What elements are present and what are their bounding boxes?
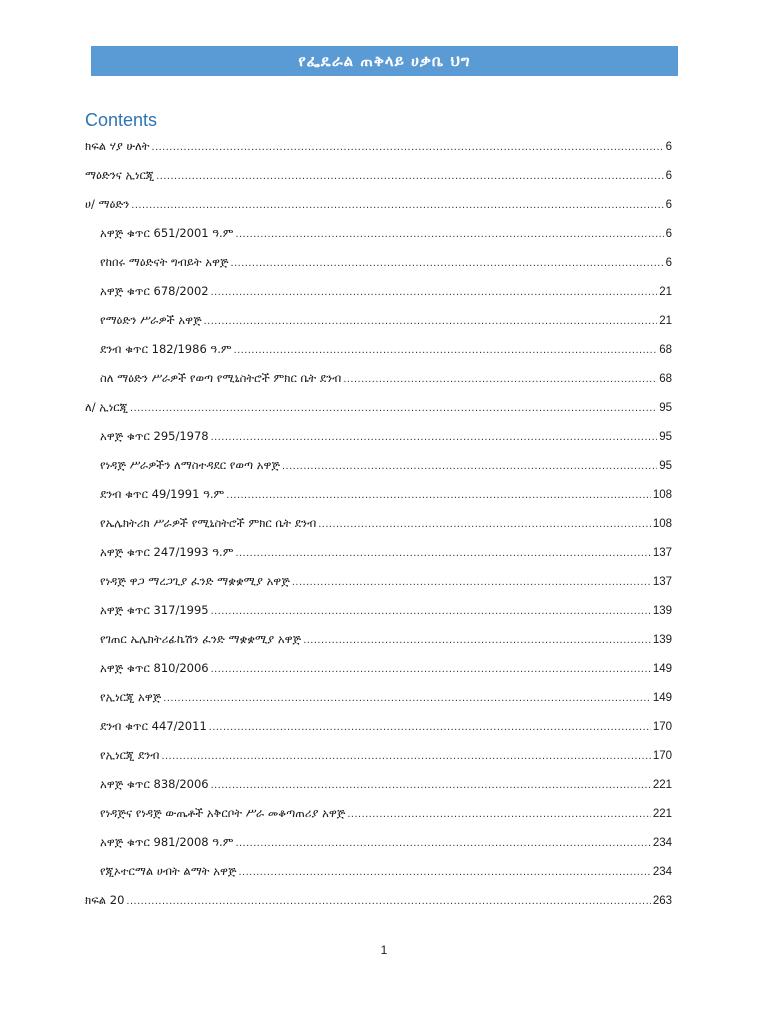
- toc-entry-label: የነዳጅ ዋጋ ማረጋጊያ ፈንድ ማቋቋሚያ አዋጅ: [100, 574, 290, 588]
- toc-entry[interactable]: [85, 132, 672, 161]
- toc-entry[interactable]: [85, 190, 672, 219]
- toc-entry-page: 137: [652, 576, 672, 588]
- toc-entry-page: 139: [652, 605, 672, 617]
- toc-entry[interactable]: [85, 538, 672, 567]
- toc-dot-leader: [211, 278, 658, 307]
- toc-entry[interactable]: [85, 306, 672, 335]
- toc-entry-label: አዋጅ ቁጥር 317/1995: [100, 603, 209, 617]
- toc-dot-leader: [343, 365, 657, 394]
- toc-entry[interactable]: [85, 654, 672, 683]
- toc-dot-leader: [152, 133, 664, 162]
- toc-dot-leader: [234, 336, 658, 365]
- toc-entry-page: 68: [659, 373, 672, 385]
- toc-entry-label: የኢነርጂ አዋጅ: [100, 690, 162, 704]
- toc-entry[interactable]: [85, 683, 672, 712]
- toc-entry-page: 6: [665, 257, 672, 269]
- toc-dot-leader: [209, 713, 651, 742]
- toc-entry[interactable]: [85, 393, 672, 422]
- contents-heading: Contents: [85, 110, 158, 130]
- toc-entry-label: ማዕድንና ኢነርጂ: [85, 168, 155, 182]
- toc-dot-leader: [211, 423, 658, 452]
- toc-entry[interactable]: [85, 422, 672, 451]
- toc-entry-page: 6: [665, 228, 672, 240]
- toc-dot-leader: [130, 394, 657, 423]
- toc-dot-leader: [235, 539, 650, 568]
- toc-entry-page: 6: [665, 141, 672, 153]
- toc-entry-label: ደንብ ቁጥር 447/2011: [100, 719, 207, 733]
- toc-dot-leader: [347, 800, 650, 829]
- toc-entry-page: 21: [659, 286, 672, 298]
- toc-entry[interactable]: [85, 770, 672, 799]
- toc-entry-page: 234: [652, 837, 672, 849]
- toc-entry-label: የማዕድን ሥራዎች አዋጅ: [100, 313, 202, 327]
- toc-entry-page: 95: [659, 431, 672, 443]
- toc-dot-leader: [282, 452, 657, 481]
- toc-dot-leader: [211, 655, 651, 684]
- toc-entry-page: 149: [652, 663, 672, 675]
- toc-entry[interactable]: [85, 248, 672, 277]
- toc-entry-page: 170: [652, 721, 672, 733]
- toc-entry[interactable]: [85, 451, 672, 480]
- toc-entry-label: ደንብ ቁጥር 49/1991 ዓ.ም: [100, 487, 225, 501]
- toc-entry[interactable]: [85, 509, 672, 538]
- toc-entry-page: 139: [652, 634, 672, 646]
- toc-entry-label: የጂኦተርማል ሀብት ልማት አዋጅ: [100, 864, 237, 878]
- toc-dot-leader: [303, 626, 651, 655]
- toc-dot-leader: [231, 249, 664, 278]
- toc-dot-leader: [163, 684, 651, 713]
- toc-dot-leader: [204, 307, 658, 336]
- toc-entry-label: አዋጅ ቁጥር 247/1993 ዓ.ም: [100, 545, 234, 559]
- toc-entry-page: 137: [652, 547, 672, 559]
- toc-entry-label: አዋጅ ቁጥር 678/2002: [100, 284, 209, 298]
- toc-entry-page: 263: [652, 895, 672, 907]
- toc-entry[interactable]: [85, 828, 672, 857]
- toc-entry-page: 221: [652, 779, 672, 791]
- table-of-contents: [85, 132, 672, 915]
- toc-entry-label: አዋጅ ቁጥር 838/2006: [100, 777, 209, 791]
- toc-entry-label: ስለ ማዕድን ሥራዎች የወጣ የሚኒስትሮች ምክር ቤት ደንብ: [100, 371, 342, 385]
- toc-entry[interactable]: [85, 219, 672, 248]
- toc-dot-leader: [211, 597, 651, 626]
- toc-dot-leader: [161, 742, 650, 771]
- toc-entry[interactable]: [85, 857, 672, 886]
- toc-entry-page: 108: [652, 489, 672, 501]
- toc-entry-label: ደንብ ቁጥር 182/1986 ዓ.ም: [100, 342, 232, 356]
- toc-entry-page: 68: [659, 344, 672, 356]
- toc-entry[interactable]: [85, 712, 672, 741]
- toc-entry-page: 95: [659, 402, 672, 414]
- page-number: 1: [380, 943, 388, 957]
- toc-entry-page: 6: [665, 170, 672, 182]
- toc-entry-label: የከበሩ ማዕድናት ግብይት አዋጅ: [100, 255, 229, 269]
- toc-entry-label: የነዳጅና የነዳጅ ውጤቶች አቅርቦት ሥራ መቆጣጠሪያ አዋጅ: [100, 806, 346, 820]
- toc-entry-label: የነዳጅ ሥራዎችን ለማስተዳደር የወጣ አዋጅ: [100, 458, 280, 472]
- toc-dot-leader: [126, 887, 650, 916]
- toc-entry-label: የኤሌክትሪክ ሥራዎች የሚኒስትሮች ምክር ቤት ደንብ: [100, 516, 317, 530]
- toc-entry[interactable]: [85, 277, 672, 306]
- document-title-banner: [91, 46, 678, 76]
- toc-entry[interactable]: [85, 625, 672, 654]
- toc-entry-label: አዋጅ ቁጥር 295/1978: [100, 429, 209, 443]
- toc-entry-label: ሀ/ ማዕድን: [85, 197, 130, 211]
- toc-entry[interactable]: [85, 596, 672, 625]
- toc-entry-label: የኢነርጂ ደንብ: [100, 748, 160, 762]
- toc-entry-label: ክፍል ሃያ ሁለት: [85, 139, 150, 153]
- toc-entry-label: አዋጅ ቁጥር 651/2001 ዓ.ም: [100, 226, 234, 240]
- toc-entry-label: ክፍል 20: [85, 893, 125, 907]
- toc-dot-leader: [238, 858, 650, 887]
- toc-entry-page: 108: [652, 518, 672, 530]
- toc-entry-page: 221: [652, 808, 672, 820]
- toc-entry[interactable]: [85, 161, 672, 190]
- toc-dot-leader: [131, 191, 663, 220]
- document-title: የፌዴራል ጠቅላይ ሀቃቤ ህግ: [298, 52, 471, 70]
- toc-dot-leader: [318, 510, 651, 539]
- toc-entry[interactable]: [85, 480, 672, 509]
- toc-entry-label: አዋጅ ቁጥር 810/2006: [100, 661, 209, 675]
- toc-entry[interactable]: [85, 886, 672, 915]
- toc-entry-label: ለ/ ኢነርጂ: [85, 400, 129, 414]
- toc-entry-page: 21: [659, 315, 672, 327]
- toc-entry[interactable]: [85, 799, 672, 828]
- toc-dot-leader: [211, 771, 651, 800]
- toc-entry-page: 170: [652, 750, 672, 762]
- toc-entry[interactable]: [85, 335, 672, 364]
- toc-entry[interactable]: [85, 567, 672, 596]
- toc-dot-leader: [292, 568, 651, 597]
- toc-dot-leader: [226, 481, 651, 510]
- toc-dot-leader: [235, 829, 650, 858]
- toc-entry-page: 149: [652, 692, 672, 704]
- toc-entry-label: አዋጅ ቁጥር 981/2008 ዓ.ም: [100, 835, 234, 849]
- toc-entry[interactable]: [85, 364, 672, 393]
- toc-dot-leader: [156, 162, 663, 191]
- toc-dot-leader: [235, 220, 663, 249]
- toc-entry-page: 6: [665, 199, 672, 211]
- toc-entry-page: 95: [659, 460, 672, 472]
- toc-entry-label: የገጠር ኤሌክትሪፊኬሽን ፈንድ ማቋቋሚያ አዋጅ: [100, 632, 302, 646]
- toc-entry[interactable]: [85, 741, 672, 770]
- toc-entry-page: 234: [652, 866, 672, 878]
